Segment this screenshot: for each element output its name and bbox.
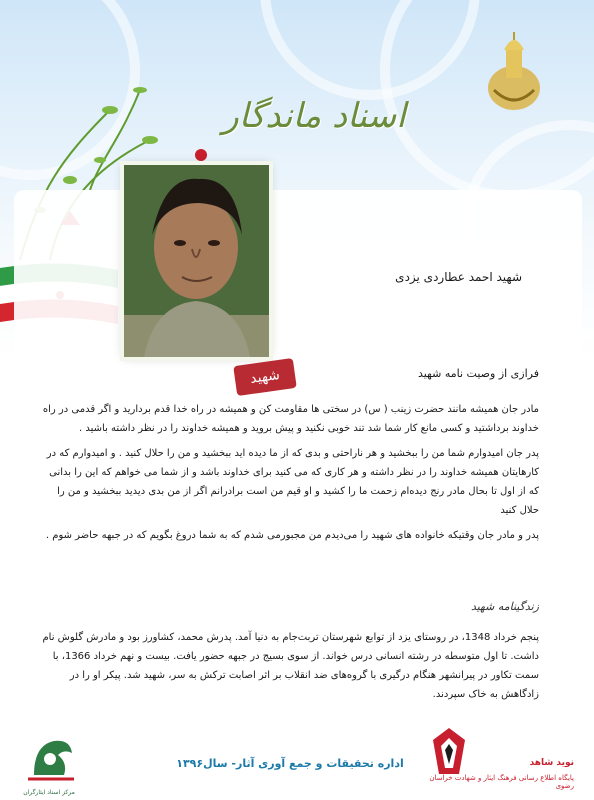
will-paragraph: پدر و مادر جان وقتیکه خانواده های شهید را می‌دیدم من مجبورمی شدم که به شما دروغ بگویم که در جبهه حاضر شوم . <box>45 530 539 541</box>
martyr-stamp: شهید <box>233 358 297 396</box>
martyr-name: شهید احمد عطاردی یزدی <box>395 270 522 284</box>
footer-caption: اداره تحقیقات و جمع آوری آثار- سال۱۳۹۶ <box>176 757 404 770</box>
left-logo-caption: مرکز اسناد ایثارگران <box>23 789 75 796</box>
will-paragraph: مادر جان همیشه مانند حضرت زینب ( س) در سختی ها مقاومت کن و همیشه در راه خدا قدم بردارید و اگر قدمی در راه خداوند برداشتید و کسی مانع کار شما شد تند خوبی نکنید و پیش بروید و همیشه خداوند را در نظر داشته باشید . <box>42 404 539 434</box>
will-text <box>36 400 539 551</box>
will-paragraph: پدر جان امیدوارم شما من را ببخشید و هر ناراحتی و بدی که از ما دیده اید ببخشید و من را حلال کنید . و امیدوارم که در کارهایتان همیشه خداوند را در نظر داشته و هر کاری که می کنید برای خداوند باشد و از شما می خواهم که این را بدانی که از اول تا بحال مادر رنج دیده‌ام زحمت ما را کشید و او قیم من است برادرانم اگر از من بدی دیدید ببخشید و من را حلال کنید <box>46 448 539 516</box>
documents-center-logo <box>14 735 84 795</box>
biography-text: پنجم خرداد 1348، در روستای یزد از توابع شهرستان تربت‌جام به دنیا آمد. پدرش محمد، کشاورز بود و مادرش گلوش نام داشت. تا اول متوسطه در رشته انسانی درس خواند. از سوی بسیج در جبهه حضور یافت. بیست و نهم خرداد 1366، با سمت تکاور در پیرانشهر هنگام درگیری با گروه‌های ضد انقلاب بر اثر اصابت ترکش به سر، شهید شد. پیکر او را در زادگاهش به خاک سپردند. <box>42 632 539 700</box>
martyr-portrait <box>124 165 269 357</box>
dove-logo-icon <box>14 735 84 787</box>
tulip-emblem-icon <box>429 726 469 778</box>
title-flower-ornament <box>195 149 207 161</box>
biography-heading: زندگینامه شهید <box>470 600 539 613</box>
right-logo-brand: نوید شاهد <box>529 758 574 768</box>
shrine-emblem-icon <box>486 30 542 116</box>
navid-shahed-logo <box>424 722 574 798</box>
right-logo-caption: پایگاه اطلاع رسانی فرهنگ ایثار و شهادت خراسان رضوی <box>429 774 574 790</box>
will-heading: فرازی از وصیت نامه شهید <box>417 367 539 380</box>
document-title: اسناد ماندگار <box>222 96 406 136</box>
